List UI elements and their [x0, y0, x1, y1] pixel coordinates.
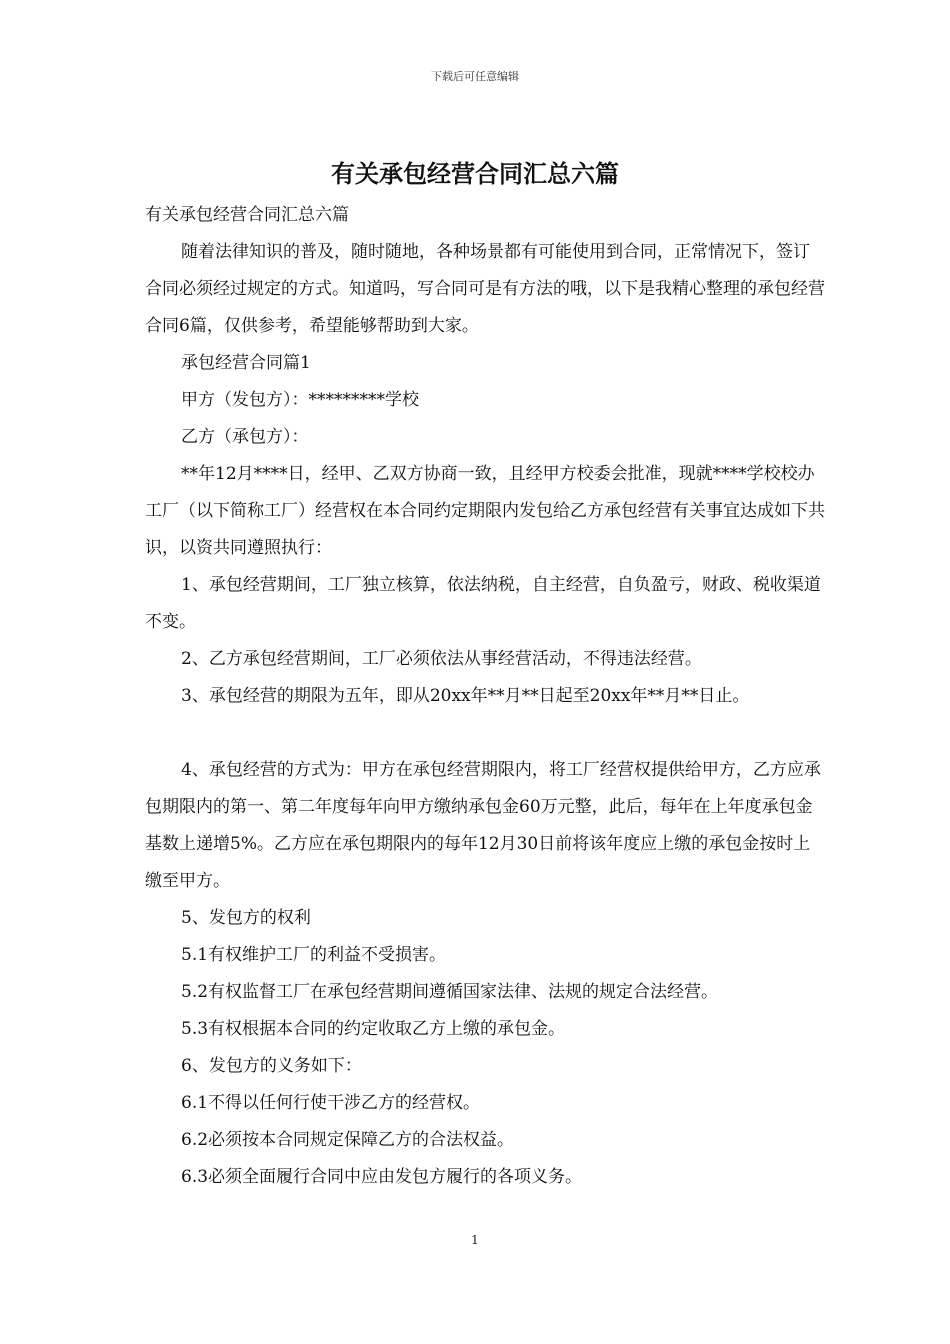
- page-number: 1: [471, 1233, 479, 1247]
- clause-5-3: 5.3有权根据本合同的约定收取乙方上缴的承包金。: [181, 1019, 566, 1039]
- blank-line: [145, 715, 825, 752]
- clause-6-3: 6.3必须全面履行合同中应由发包方履行的各项义务。: [181, 1167, 583, 1187]
- clause-6-1: 6.1不得以任何行使干涉乙方的经营权。: [181, 1093, 481, 1113]
- clause-1: 1、承包经营期间，工厂独立核算，依法纳税，自主经营，自负盈亏，财政、税收渠道不变。: [145, 575, 821, 632]
- clause-2: 2、乙方承包经营期间，工厂必须依法从事经营活动，不得违法经营。: [181, 649, 702, 669]
- clause-6: 6、发包方的义务如下：: [181, 1056, 362, 1076]
- header-note: 下载后可任意编辑: [431, 70, 519, 83]
- clause-5-1: 5.1有权维护工厂的利益不受损害。: [181, 945, 447, 965]
- document-subtitle: 有关承包经营合同汇总六篇: [145, 205, 349, 225]
- paragraph-intro: 随着法律知识的普及，随时随地，各种场景都有可能使用到合同，正常情况下，签订合同必须经过规定的方式。知道吗，写合同可是有方法的哦，以下是我精心整理的承包经营合同6篇，仅供参考，希望能够帮助到大家。: [145, 242, 825, 336]
- clause-3: 3、承包经营的期限为五年，即从20xx年**月**日起至20xx年**月**日止。: [181, 686, 750, 706]
- paragraph-agreement: **年12月****日，经甲、乙双方协商一致，且经甲方校委会批准，现就****学校校办工厂（以下简称工厂）经营权在本合同约定期限内发包给乙方承包经营有关事宜达成如下共识，以资共同遵照执行：: [145, 464, 825, 558]
- document-title: 有关承包经营合同汇总六篇: [331, 159, 619, 188]
- clause-5-2: 5.2有权监督工厂在承包经营期间遵循国家法律、法规的规定合法经营。: [181, 982, 719, 1002]
- document-body: [145, 197, 825, 1196]
- clause-6-2: 6.2必须按本合同规定保障乙方的合法权益。: [181, 1130, 515, 1150]
- party-a: 甲方（发包方）：*********学校: [181, 390, 419, 410]
- clause-5: 5、发包方的权利: [181, 908, 311, 928]
- party-b: 乙方（承包方）：: [181, 427, 309, 447]
- clause-4: 4、承包经营的方式为：甲方在承包经营期限内，将工厂经营权提供给甲方，乙方应承包期限内的第一、第二年度每年向甲方缴纳承包金60万元整，此后，每年在上年度承包金基数上递增5%。乙方应在承包期限内的每年12月30日前将该年度应上缴的承包金按时上缴至甲方。: [145, 760, 821, 891]
- section-heading: 承包经营合同篇1: [181, 353, 311, 373]
